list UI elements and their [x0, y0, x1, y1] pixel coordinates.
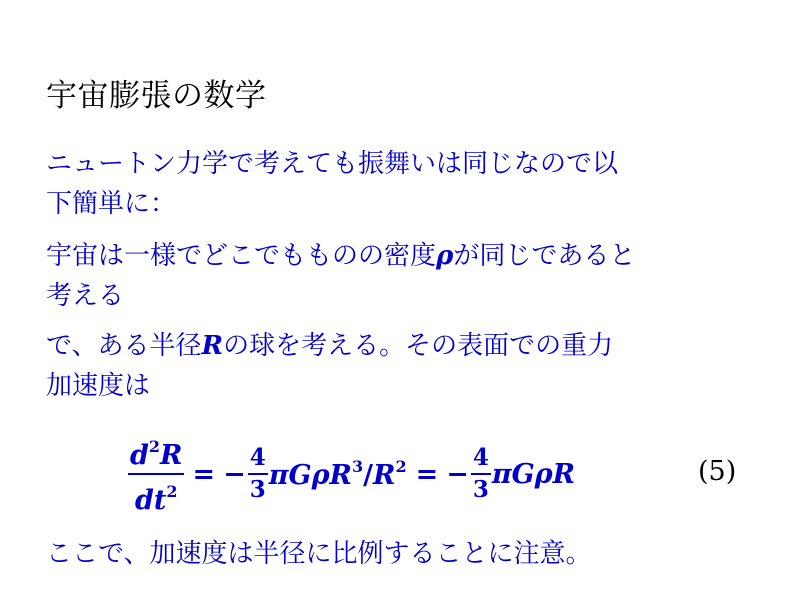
- equals-sign: =: [415, 458, 439, 490]
- paragraph-note: ここで、加速度は半径に比例することに注意。: [46, 539, 592, 569]
- minus-sign: −: [446, 458, 469, 490]
- paragraph-uniform-density: [46, 236, 635, 316]
- radius-symbol: R: [201, 331, 224, 361]
- rho-symbol: ρ: [436, 241, 454, 271]
- radius-symbol: R: [372, 460, 396, 491]
- lhs-numerator: [128, 430, 184, 475]
- equation-5: [128, 432, 576, 516]
- paragraph-line: 下簡単に：: [46, 189, 177, 219]
- fraction-denominator: 3: [472, 476, 489, 503]
- term-2: πGρR: [491, 458, 576, 490]
- paragraph-line: [46, 236, 635, 276]
- exponent: 2: [148, 437, 161, 456]
- text-span: 宇宙は一様でどこでもものの密度: [46, 241, 437, 271]
- term-1: [269, 457, 407, 491]
- fraction-numerator: 4: [471, 443, 491, 475]
- dt-symbol: dt: [134, 485, 167, 516]
- coefficient-fraction: [471, 443, 491, 505]
- radius-symbol: R: [160, 440, 183, 471]
- lhs-fraction: [128, 430, 184, 518]
- paragraph-line: ニュートン力学で考えても振舞いは同じなので以: [46, 149, 619, 179]
- slash: /: [363, 460, 373, 491]
- fraction-denominator: 3: [249, 476, 266, 503]
- text-span: で、ある半径: [46, 331, 202, 361]
- exponent: 2: [395, 457, 407, 476]
- exponent: 2: [166, 482, 178, 501]
- lhs-denominator: [133, 475, 180, 518]
- coefficient-fraction: [248, 443, 268, 505]
- slide-title: 宇宙膨張の数学: [46, 78, 267, 114]
- paragraph-line: 考える: [46, 281, 125, 311]
- exponent: 3: [351, 457, 364, 476]
- text-span: の球を考える。その表面での重力: [223, 331, 614, 361]
- equation-number: (5): [698, 456, 737, 487]
- text-span: が同じであると: [453, 241, 636, 271]
- paragraph-sphere: [46, 326, 613, 406]
- term-body: πGρR: [268, 460, 352, 491]
- paragraph-line: [46, 326, 613, 366]
- paragraph-newtonian: [46, 144, 618, 224]
- d-symbol: d: [130, 440, 149, 471]
- minus-sign: −: [223, 458, 246, 490]
- equals-sign: =: [192, 458, 216, 490]
- fraction-numerator: 4: [248, 443, 268, 475]
- paragraph-line: 加速度は: [46, 371, 151, 401]
